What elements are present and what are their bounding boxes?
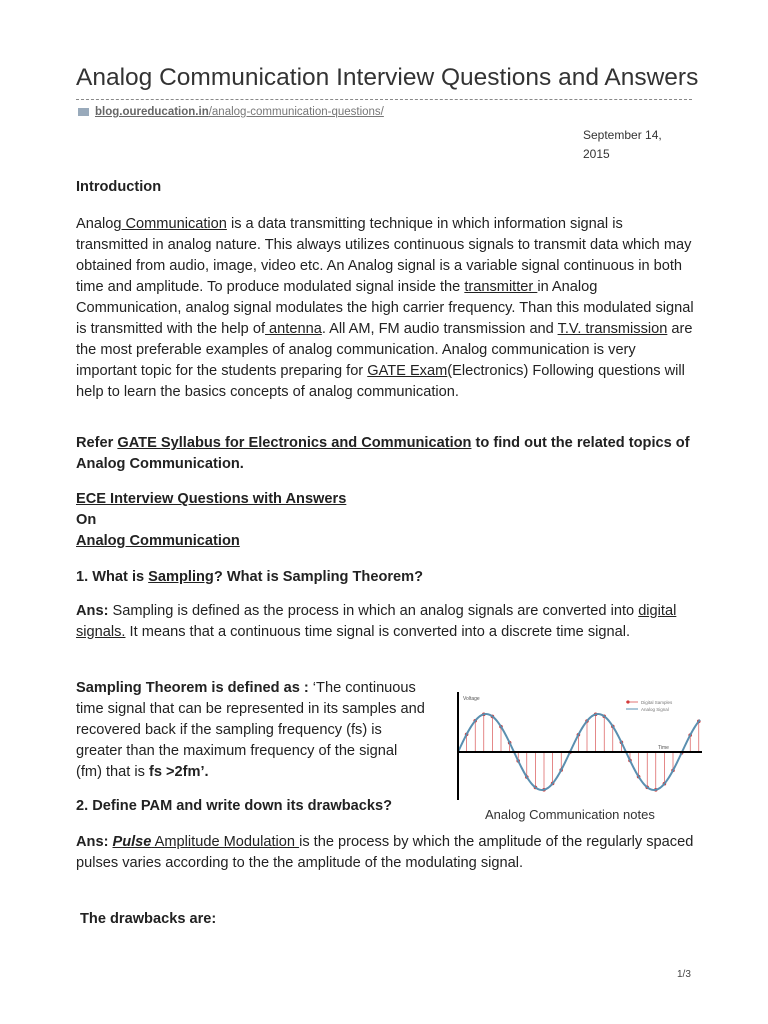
page-title: Analog Communication Interview Questions and Answers <box>76 64 699 91</box>
link-gate-syllabus[interactable]: GATE Syllabus for Electronics and Communication <box>117 435 472 451</box>
text: ‘The continuous time signal that can be represented in its samples and recovered back if the sampling frequency (fs) is greater than the maximum frequency of the signal (fm) that is <box>76 680 425 780</box>
url-host[interactable]: blog.oureducation.in <box>95 106 209 118</box>
text: ? What is Sampling Theorem? <box>213 569 424 585</box>
favicon-icon <box>78 108 89 116</box>
link-pulse[interactable]: Pulse <box>112 834 152 850</box>
refer-paragraph <box>76 433 696 475</box>
page-number: 1/3 <box>677 969 691 980</box>
ans-label: Ans: <box>76 834 113 850</box>
ece-heading <box>76 489 696 552</box>
text: It means that a continuous time signal is converted into a discrete time signal. <box>125 624 631 640</box>
link-ece-questions[interactable]: ECE Interview Questions with Answers <box>76 491 347 507</box>
link-digital-signals[interactable]: digital signals. <box>76 603 677 640</box>
question-2: 2. Define PAM and write down its drawbacks? <box>76 798 392 814</box>
text: is the process by which the amplitude of the regularly spaced pulses varies according to the the amplitude of the modulating signal. <box>76 834 694 871</box>
text: Sampling is defined as the process in which an analog signals are converted into <box>108 603 639 619</box>
text: Refer <box>76 435 118 451</box>
post-date <box>583 126 662 164</box>
link-sampling[interactable]: Sampling <box>148 569 214 585</box>
time-label: Time <box>658 745 669 751</box>
legend-digital-samples: Digital Samples <box>641 700 673 705</box>
intro-paragraph <box>76 214 696 403</box>
date-line2: 2015 <box>583 147 610 161</box>
text: (Electronics) Following questions will help to learn the basics concepts of analog communication. <box>76 363 685 400</box>
voltage-label: Voltage <box>463 696 480 702</box>
sampling-theorem <box>76 678 426 783</box>
intro-heading: Introduction <box>76 179 162 195</box>
question-1 <box>76 567 696 588</box>
link-communication[interactable]: g Communication <box>113 216 227 232</box>
link-tv-transmission[interactable]: T.V. transmission <box>557 321 668 337</box>
text: 1. What is <box>76 569 149 585</box>
url-path[interactable]: /analog-communication-questions/ <box>208 106 384 118</box>
text: in Analog Communication, analog signal modulates the high carrier frequency. Than this modulated signal is transmitted with the help of <box>76 279 694 337</box>
text: . All AM, FM audio transmission and <box>321 321 558 337</box>
text: to find out the related topics of Analog Communication. <box>76 435 690 472</box>
title-divider <box>76 99 692 100</box>
link-analog-communication[interactable]: Analog Communication <box>76 533 240 549</box>
theorem-label: Sampling Theorem is defined as : <box>76 680 313 696</box>
ans-label: Ans: <box>76 603 109 619</box>
text: fs >2fm’. <box>148 764 209 780</box>
figure-caption: Analog Communication notes <box>485 807 655 822</box>
source-url[interactable] <box>78 106 384 118</box>
answer-2 <box>76 832 696 874</box>
link-antenna[interactable]: antenna <box>265 321 322 337</box>
link-transmitter[interactable]: transmitter <box>464 279 538 295</box>
drawbacks-heading: The drawbacks are: <box>80 911 217 927</box>
text: are the most preferable examples of analog communication. Analog communication is very important topic for the students preparing for <box>76 321 693 379</box>
answer-1 <box>76 601 696 643</box>
sampling-figure <box>450 688 705 803</box>
link-amplitude-modulation[interactable]: Amplitude Modulation <box>151 834 300 850</box>
text: On <box>76 512 97 528</box>
text: Analo <box>76 216 114 232</box>
link-gate-exam[interactable]: GATE Exam <box>367 363 448 379</box>
legend-analog-signal: Analog Signal <box>641 707 669 712</box>
text: is a data transmitting technique in which information signal is transmitted in analog nature. This always utilizes continuous signals to transmit data which may obtained from audio, image, video etc. An Analog signal is a variable signal continuous in both time and amplitude. To produce modulated signal inside the <box>76 216 692 295</box>
date-line1: September 14, <box>583 128 662 142</box>
